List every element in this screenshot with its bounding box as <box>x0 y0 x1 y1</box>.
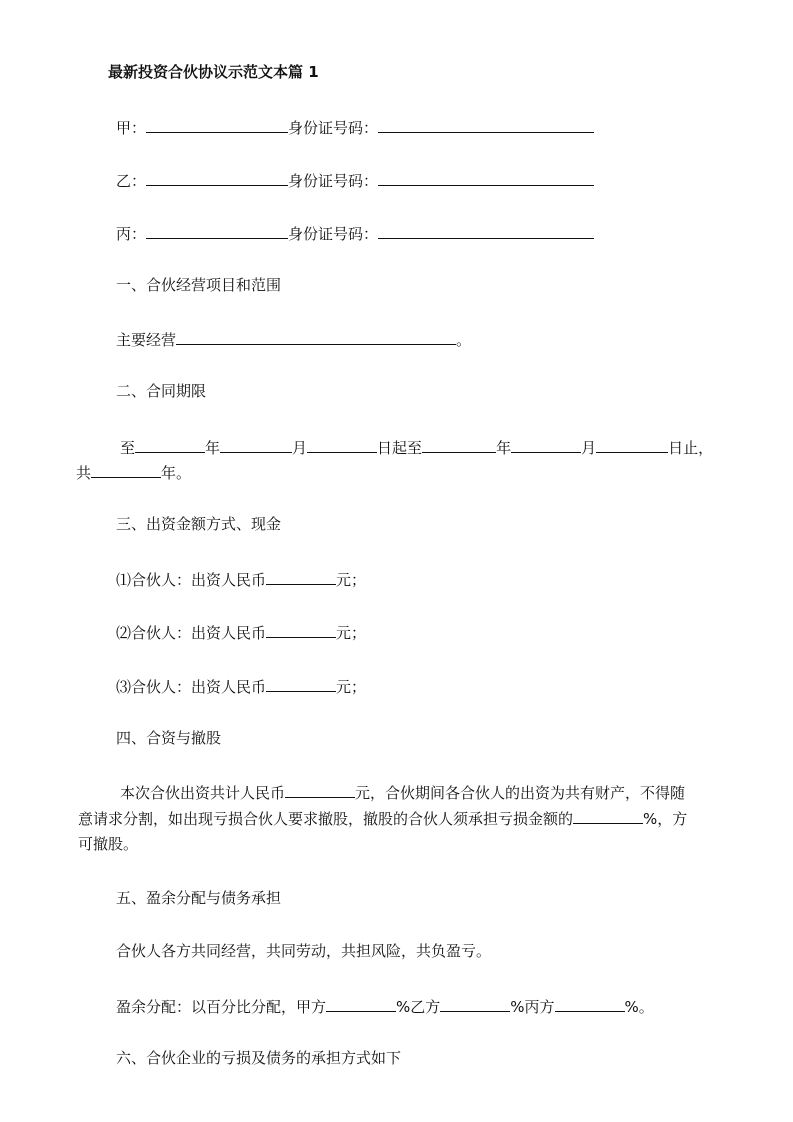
end-year-blank[interactable] <box>422 436 496 453</box>
contribution-unit: 元； <box>336 624 367 642</box>
text-month: 月 <box>292 439 308 457</box>
text-years-end: 年。 <box>161 464 192 482</box>
section-4-para-line-3: 可撤股。 <box>78 835 139 853</box>
term-total-line <box>76 461 191 483</box>
id-number-blank[interactable] <box>378 116 594 133</box>
section-2-heading: 二、合同期限 <box>116 382 207 400</box>
text-total-capital: 本次合伙出资共计人民币 <box>120 784 286 802</box>
start-month-blank[interactable] <box>220 436 292 453</box>
period-mark: 。 <box>456 331 472 349</box>
contribution-amount-blank[interactable] <box>266 621 336 638</box>
text-yi-party: %乙方 <box>396 998 441 1016</box>
text-profit-distribution: 盈余分配：以百分比分配，甲方 <box>116 998 327 1016</box>
contribution-label: ⑶合伙人：出资人民币 <box>116 678 267 696</box>
contribution-unit: 元； <box>336 571 367 589</box>
main-business-line <box>116 328 471 350</box>
section-3-heading: 三、出资金额方式、现金 <box>116 515 282 533</box>
section-5-heading: 五、盈余分配与债务承担 <box>116 889 282 907</box>
contribution-amount-blank[interactable] <box>266 568 336 585</box>
party-label: 丙： <box>116 225 147 243</box>
party-line-bing <box>116 222 594 244</box>
contribution-item-2 <box>116 621 366 643</box>
main-business-blank[interactable] <box>176 328 456 345</box>
document-title: 最新投资合伙协议示范文本篇 1 <box>108 63 319 81</box>
section-4-para-line-2 <box>78 807 687 829</box>
profit-distribution-line <box>116 995 654 1017</box>
text-capital-clause: 元，合伙期间各合伙人的出资为共有财产，不得随 <box>355 784 686 802</box>
text-zhi: 至 <box>120 439 136 457</box>
text-year: 年 <box>496 439 512 457</box>
party-line-jia <box>116 116 594 138</box>
id-number-blank[interactable] <box>378 169 594 186</box>
party-line-yi <box>116 169 594 191</box>
text-withdraw-clause: 意请求分割，如出现亏损合伙人要求撤股，撤股的合伙人须承担亏损金额的 <box>78 810 574 828</box>
total-years-blank[interactable] <box>91 461 161 478</box>
text-percent-end: %。 <box>624 998 654 1016</box>
id-label: 身份证号码： <box>288 172 379 190</box>
loss-percent-blank[interactable] <box>573 807 643 824</box>
text-bing-party: %丙方 <box>510 998 555 1016</box>
contribution-item-1 <box>116 568 366 590</box>
contribution-amount-blank[interactable] <box>266 675 336 692</box>
party-name-blank[interactable] <box>146 169 288 186</box>
text-percent: %，方 <box>643 810 688 828</box>
end-day-blank[interactable] <box>596 436 668 453</box>
end-month-blank[interactable] <box>511 436 581 453</box>
total-capital-blank[interactable] <box>285 781 355 798</box>
id-label: 身份证号码： <box>288 225 379 243</box>
text-month: 月 <box>581 439 597 457</box>
section-4-para-line-1 <box>120 781 685 803</box>
section-1-heading: 一、合伙经营项目和范围 <box>116 276 282 294</box>
party-name-blank[interactable] <box>146 116 288 133</box>
section-5-para-1: 合伙人各方共同经营，共同劳动，共担风险，共负盈亏。 <box>116 942 492 960</box>
text-total: 共 <box>76 464 92 482</box>
text-from-to: 日起至 <box>377 439 423 457</box>
party-label: 甲： <box>116 119 147 137</box>
start-year-blank[interactable] <box>135 436 205 453</box>
contribution-label: ⑵合伙人：出资人民币 <box>116 624 267 642</box>
contribution-unit: 元； <box>336 678 367 696</box>
section-4-heading: 四、合资与撤股 <box>116 729 222 747</box>
contribution-item-3 <box>116 675 366 697</box>
id-number-blank[interactable] <box>378 222 594 239</box>
text-year: 年 <box>205 439 221 457</box>
term-dates-line <box>120 436 713 458</box>
party-label: 乙： <box>116 172 147 190</box>
yi-percent-blank[interactable] <box>440 995 510 1012</box>
party-name-blank[interactable] <box>146 222 288 239</box>
start-day-blank[interactable] <box>307 436 377 453</box>
main-business-label: 主要经营 <box>116 331 177 349</box>
text-end-day: 日止， <box>668 439 714 457</box>
bing-percent-blank[interactable] <box>555 995 625 1012</box>
section-6-heading: 六、合伙企业的亏损及债务的承担方式如下 <box>116 1049 402 1067</box>
jia-percent-blank[interactable] <box>326 995 396 1012</box>
id-label: 身份证号码： <box>288 119 379 137</box>
contribution-label: ⑴合伙人：出资人民币 <box>116 571 267 589</box>
